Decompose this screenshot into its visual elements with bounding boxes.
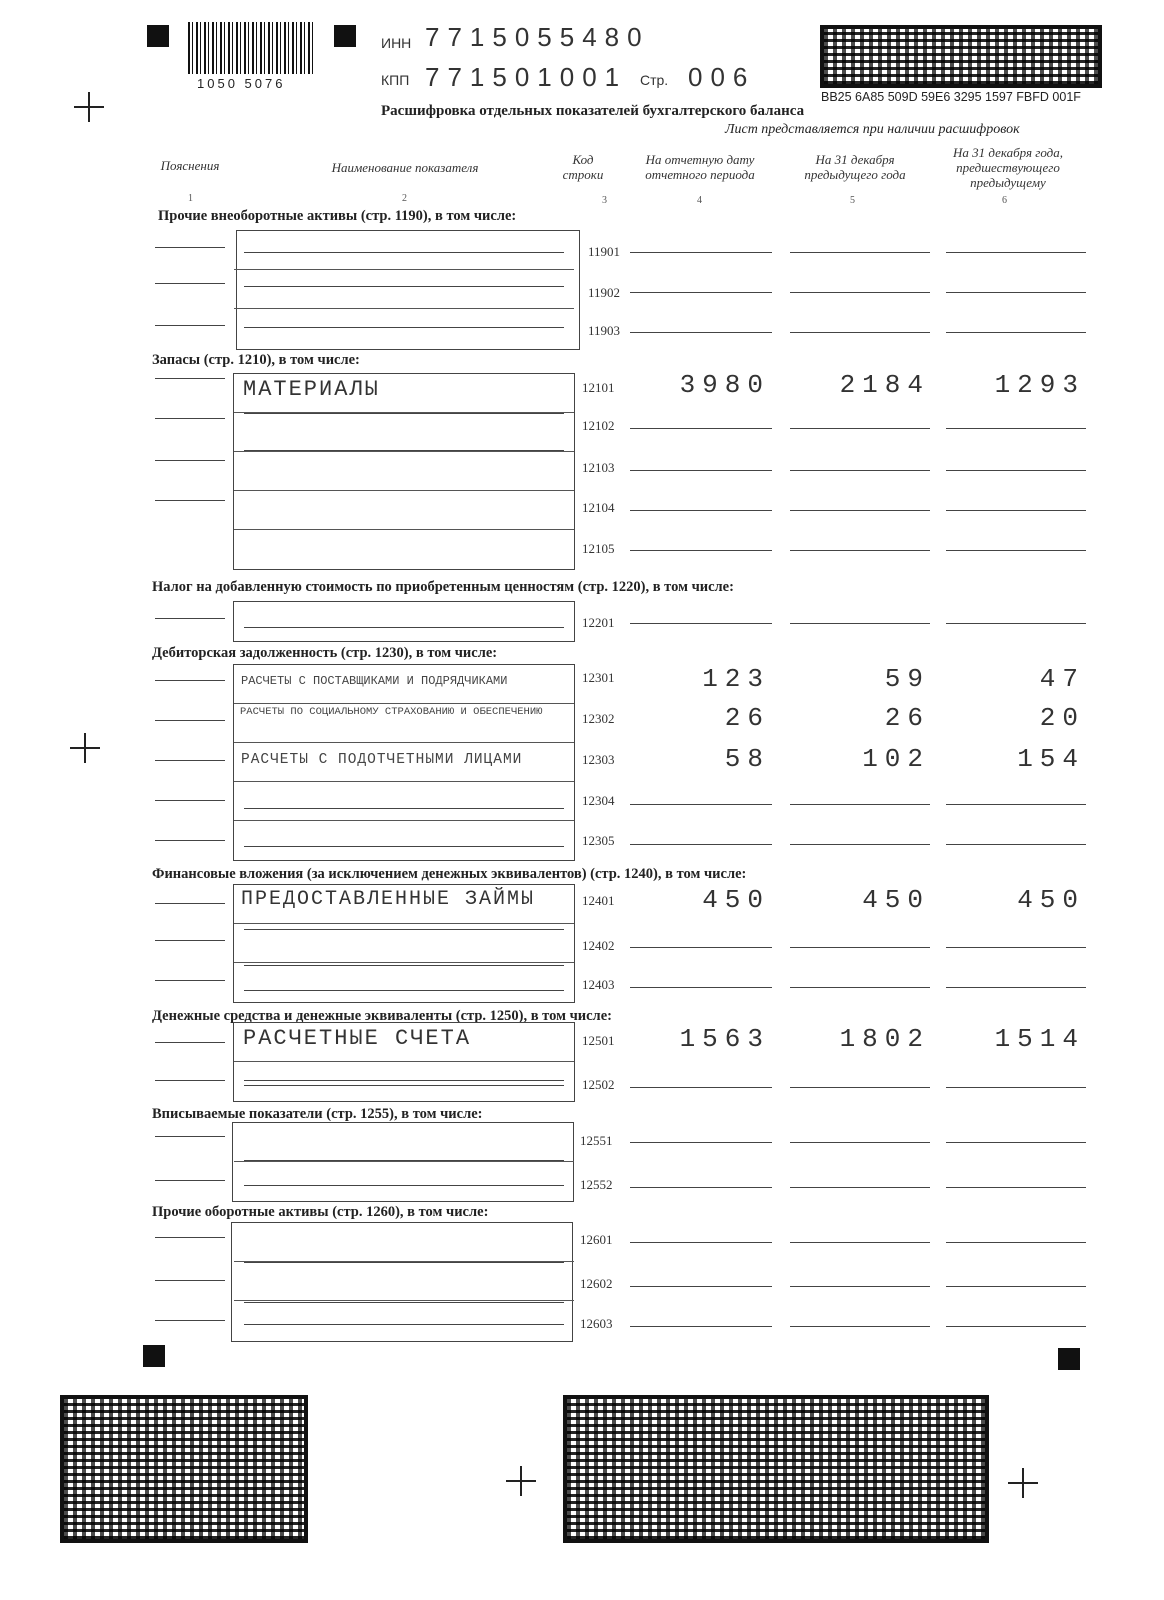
footer-2d-barcode-left [60,1395,308,1543]
value-line-11901-c6 [946,252,1086,253]
col-num-5: 5 [850,195,855,206]
explanation-line-11901 [155,247,225,248]
row-code-12502: 12502 [582,1077,615,1092]
value-line-12102-c6 [946,428,1086,429]
row-name-12301: РАСЧЕТЫ С ПОСТАВЩИКАМИ И ПОДРЯДЧИКАМИ [241,674,508,688]
col-num-1: 1 [188,193,193,204]
explanation-line-12304 [155,800,225,801]
row-code-12305: 12305 [582,833,615,848]
value-line-12102-c5 [790,428,930,429]
name-line-12502 [244,1085,564,1086]
value-line-12305-c6 [946,844,1086,845]
name-line-12603 [244,1324,564,1325]
value-12401-c4: 450 [702,885,770,915]
value-12302-c4: 26 [724,703,770,733]
value-12301-c5: 59 [884,664,930,694]
value-line-12502-c4 [630,1087,772,1088]
value-line-12105-c6 [946,550,1086,551]
box-row-separator [234,412,574,413]
value-line-12551-c5 [790,1142,930,1143]
name-line-12601 [244,1262,564,1263]
inn-value: 7715055480 [425,22,650,52]
header-2d-barcode [820,25,1102,88]
value-line-12201-c5 [790,623,930,624]
col-num-3: 3 [602,195,607,206]
page-value: 006 [688,62,756,92]
value-line-12105-c4 [630,550,772,551]
value-line-12552-c4 [630,1187,772,1188]
value-12401-c6: 450 [1017,885,1085,915]
row-code-12552: 12552 [580,1177,613,1192]
explanation-line-11903 [155,325,225,326]
registration-mark-top-left [147,25,169,47]
value-line-12304-c5 [790,804,930,805]
name-line-11902 [244,286,564,287]
name-line-12401 [244,929,564,930]
col-header-3: Код строки [562,152,604,182]
value-12302-c5: 26 [884,703,930,733]
value-line-12402-c5 [790,947,930,948]
col-num-4: 4 [697,195,702,206]
row-name-12401: ПРЕДОСТАВЛЕННЫЕ ЗАЙМЫ [241,888,536,911]
row-code-12201: 12201 [582,615,615,630]
linear-barcode [188,22,316,74]
row-code-12603: 12603 [580,1316,613,1331]
value-12301-c6: 47 [1039,664,1085,694]
value-line-11903-c5 [790,332,930,333]
crosshair-mark-bottom-right [1008,1468,1038,1498]
value-12303-c5: 102 [862,744,930,774]
explanation-line-12301 [155,680,225,681]
value-line-12104-c6 [946,510,1086,511]
value-line-12602-c4 [630,1286,772,1287]
name-box-1210 [233,373,575,570]
inn-label: ИНН [381,35,412,51]
col-header-4: На отчетную дату отчетного периода [645,152,755,182]
crosshair-mark-bottom-mid [506,1466,536,1496]
footer-2d-barcode-right [563,1395,989,1543]
row-code-12602: 12602 [580,1276,613,1291]
row-code-12102: 12102 [582,418,615,433]
value-line-12552-c5 [790,1187,930,1188]
value-line-11903-c4 [630,332,772,333]
explanation-line-12104 [155,500,225,501]
explanation-line-12402 [155,940,225,941]
row-code-12401: 12401 [582,893,615,908]
value-line-12402-c6 [946,947,1086,948]
value-line-12305-c5 [790,844,930,845]
explanation-line-12302 [155,720,225,721]
explanation-line-12601 [155,1237,225,1238]
name-line-12101 [244,413,564,414]
explanation-line-12303 [155,760,225,761]
explanation-line-12103 [155,460,225,461]
section-1260: Прочие оборотные активы (стр. 1260), в том числе: [152,1204,489,1220]
barcode-number: 1050 5076 [197,76,286,91]
box-row-separator [234,1261,574,1262]
kpp-label: КПП [381,72,410,88]
row-name-12501: РАСЧЕТНЫЕ СЧЕТА [243,1026,472,1051]
value-12303-c4: 58 [724,744,770,774]
explanation-line-12603 [155,1320,225,1321]
name-line-12201 [244,627,564,628]
name-line-12402 [244,965,564,966]
section-1190: Прочие внеоборотные активы (стр. 1190), в том числе: [158,208,517,224]
row-code-12104: 12104 [582,500,615,515]
box-row-separator [234,269,574,270]
section-1220: Налог на добавленную стоимость по приобретенным ценностям (стр. 1220), в том числе: [152,579,734,595]
explanation-line-12403 [155,980,225,981]
box-row-separator [234,1161,574,1162]
row-code-12105: 12105 [582,541,615,556]
row-code-12601: 12601 [580,1232,613,1247]
section-1210: Запасы (стр. 1210), в том числе: [152,352,360,368]
crosshair-mark-middle [70,733,100,763]
box-row-separator [234,923,574,924]
value-line-12304-c6 [946,804,1086,805]
value-line-12603-c5 [790,1326,930,1327]
value-12401-c5: 450 [862,885,930,915]
section-1255: Вписываемые показатели (стр. 1255), в том числе: [152,1106,483,1122]
section-1230: Дебиторская задолженность (стр. 1230), в том числе: [152,645,498,661]
value-12101-c4: 3980 [679,370,770,400]
registration-mark-top-mid [334,25,356,47]
value-line-11902-c4 [630,292,772,293]
box-row-separator [234,529,574,530]
explanation-line-12102 [155,418,225,419]
value-line-12103-c5 [790,470,930,471]
value-line-12603-c6 [946,1326,1086,1327]
section-1250: Денежные средства и денежные эквиваленты (стр. 1250), в том числе: [152,1008,612,1024]
name-line-12602 [244,1302,564,1303]
box-row-separator [234,451,574,452]
value-line-12104-c5 [790,510,930,511]
row-code-12304: 12304 [582,793,615,808]
value-line-11901-c4 [630,252,772,253]
registration-mark-bottom-right [1058,1348,1080,1370]
row-name-12303: РАСЧЕТЫ С ПОДОТЧЕТНЫМИ ЛИЦАМИ [241,752,523,768]
value-line-12601-c5 [790,1242,930,1243]
name-box-1255 [232,1122,574,1202]
col-header-2: Наименование показателя [331,160,479,175]
value-12302-c6: 20 [1039,703,1085,733]
value-line-12201-c4 [630,623,772,624]
explanation-line-12502 [155,1080,225,1081]
row-code-11903: 11903 [588,323,621,338]
box-row-separator [234,490,574,491]
explanation-line-12401 [155,903,225,904]
name-box-1190 [236,230,580,350]
crosshair-mark-top [74,92,104,122]
name-line-12501 [244,1080,564,1081]
row-code-12103: 12103 [582,460,615,475]
explanation-line-12501 [155,1042,225,1043]
page-subtitle: Лист представляется при наличии расшифровок [725,122,1020,137]
value-line-11901-c5 [790,252,930,253]
explanation-line-12305 [155,840,225,841]
row-code-11902: 11902 [588,285,621,300]
value-12501-c6: 1514 [994,1024,1085,1054]
name-line-11901 [244,252,564,253]
registration-mark-bottom-left [143,1345,165,1367]
row-code-12301: 12301 [582,670,615,685]
value-line-12602-c5 [790,1286,930,1287]
value-12303-c6: 154 [1017,744,1085,774]
hash-code: BB25 6A85 509D 59E6 3295 1597 FBFD 001F [821,90,1081,104]
box-row-separator [234,962,574,963]
value-line-12402-c4 [630,947,772,948]
value-12501-c5: 1802 [839,1024,930,1054]
explanation-line-11902 [155,283,225,284]
box-row-separator [234,781,574,782]
row-name-12101: МАТЕРИАЛЫ [243,377,380,402]
explanation-line-12551 [155,1136,225,1137]
value-12101-c5: 2184 [839,370,930,400]
value-12501-c4: 1563 [679,1024,770,1054]
name-line-12304 [244,808,564,809]
page-label: Стр. [640,72,669,88]
value-line-12551-c6 [946,1142,1086,1143]
value-line-11902-c6 [946,292,1086,293]
name-line-12552 [244,1185,564,1186]
col-header-1: Пояснения [160,158,220,173]
kpp-value: 771501001 [425,62,628,92]
value-line-12552-c6 [946,1187,1086,1188]
name-line-12403 [244,990,564,991]
value-line-12502-c5 [790,1087,930,1088]
row-code-12101: 12101 [582,380,615,395]
value-line-12304-c4 [630,804,772,805]
row-code-11901: 11901 [588,244,621,259]
value-line-11903-c6 [946,332,1086,333]
explanation-line-12101 [155,378,225,379]
col-header-6: На 31 декабря года, предшествующего предыдущему [952,145,1064,190]
value-12101-c6: 1293 [994,370,1085,400]
value-line-12601-c6 [946,1242,1086,1243]
row-code-12303: 12303 [582,752,615,767]
value-line-12105-c5 [790,550,930,551]
value-line-12102-c4 [630,428,772,429]
explanation-line-12602 [155,1280,225,1281]
box-row-separator [234,820,574,821]
col-header-5: На 31 декабря предыдущего года [804,152,906,182]
name-line-11903 [244,327,564,328]
value-line-12603-c4 [630,1326,772,1327]
explanation-line-12552 [155,1180,225,1181]
box-row-separator [234,308,574,309]
row-name-12302: РАСЧЕТЫ ПО СОЦИАЛЬНОМУ СТРАХОВАНИЮ И ОБЕСПЕЧЕНИЮ [240,706,543,718]
explanation-line-12201 [155,618,225,619]
box-row-separator [234,742,574,743]
value-line-12403-c4 [630,987,772,988]
value-line-12104-c4 [630,510,772,511]
row-code-12403: 12403 [582,977,615,992]
value-12301-c4: 123 [702,664,770,694]
value-line-12201-c6 [946,623,1086,624]
box-row-separator [234,1061,574,1062]
row-code-12501: 12501 [582,1033,615,1048]
row-code-12302: 12302 [582,711,615,726]
name-line-12305 [244,846,564,847]
box-row-separator [234,1300,574,1301]
value-line-12403-c5 [790,987,930,988]
value-line-12103-c6 [946,470,1086,471]
col-num-6: 6 [1002,195,1007,206]
value-line-12601-c4 [630,1242,772,1243]
value-line-11902-c5 [790,292,930,293]
section-1240: Финансовые вложения (за исключением денежных эквивалентов) (стр. 1240), в том числе: [152,866,747,882]
row-code-12402: 12402 [582,938,615,953]
value-line-12305-c4 [630,844,772,845]
value-line-12551-c4 [630,1142,772,1143]
row-code-12551: 12551 [580,1133,613,1148]
value-line-12602-c6 [946,1286,1086,1287]
name-box-1220 [233,601,575,642]
value-line-12403-c6 [946,987,1086,988]
page-title: Расшифровка отдельных показателей бухгалтерского баланса [381,103,805,119]
col-num-2: 2 [402,193,407,204]
value-line-12502-c6 [946,1087,1086,1088]
box-row-separator [234,703,574,704]
value-line-12103-c4 [630,470,772,471]
